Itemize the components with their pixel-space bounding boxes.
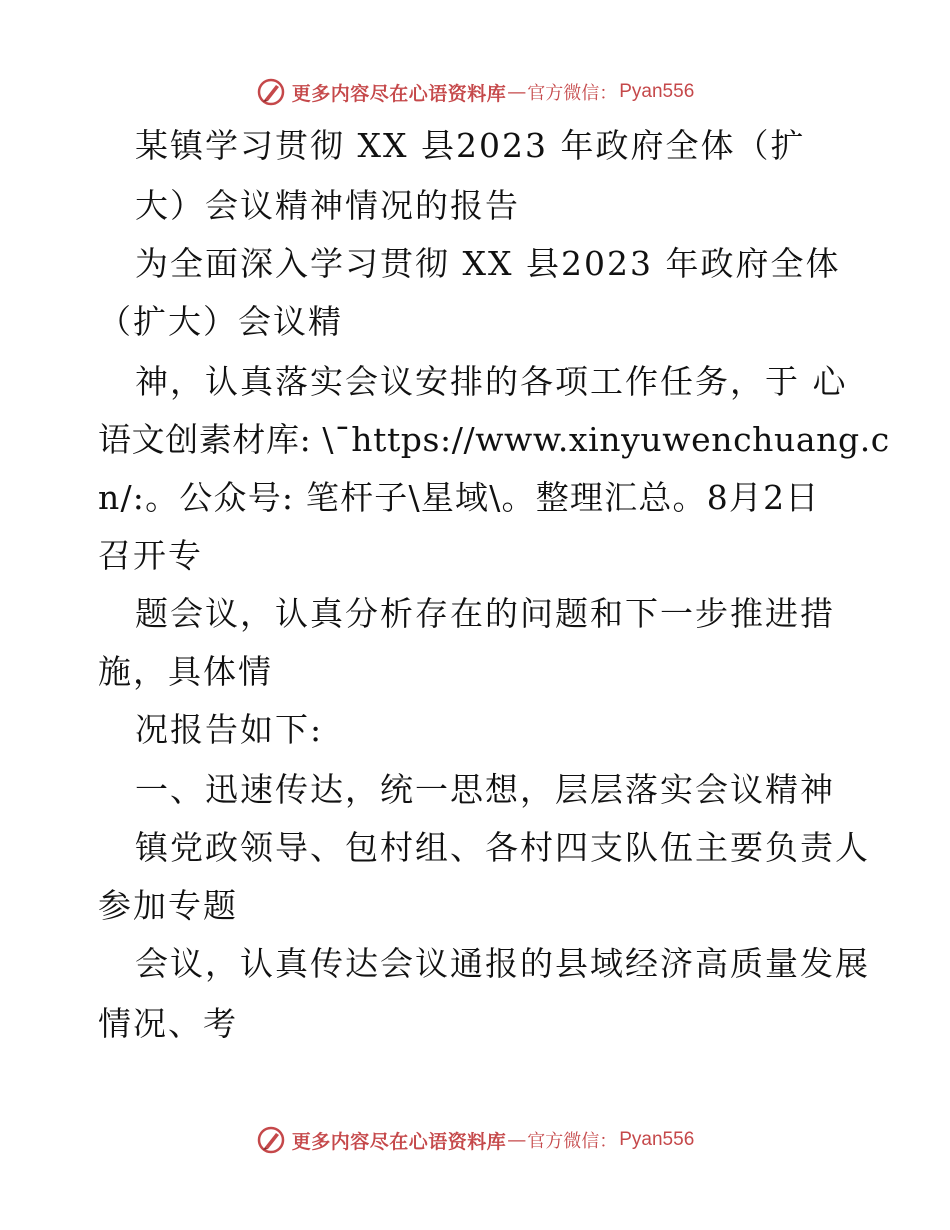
doc-paragraph-line: 会议，认真传达会议通报的县域经济高质量发展 <box>135 944 870 983</box>
watermark-wechat-id: Pyan556 <box>619 1129 695 1150</box>
watermark-main-text: 更多内容尽在心语资料库 <box>291 82 507 105</box>
header-watermark <box>0 72 950 112</box>
doc-paragraph-line: 镇党政领导、包村组、各村四支队伍主要负责人 <box>135 828 870 867</box>
watermark-wechat-id: Pyan556 <box>619 81 695 102</box>
doc-paragraph-line: （扩大）会议精 <box>98 302 343 341</box>
doc-paragraph-line: 参加专题 <box>98 886 238 925</box>
doc-section-heading: 一、迅速传达，统一思想，层层落实会议精神 <box>135 770 835 809</box>
doc-paragraph-line: 神，认真落实会议安排的各项工作任务，于 心 <box>135 362 848 401</box>
doc-paragraph-line: 语文创素材库: \¯https://www.xinyuwenchuang.c <box>98 420 890 459</box>
doc-paragraph-line: n/:。公众号: 笔杆子\星域\。整理汇总。8月2日 <box>98 478 820 517</box>
watermark-main-text: 更多内容尽在心语资料库 <box>291 1130 507 1153</box>
doc-title-line-1: 某镇学习贯彻 XX 县2023 年政府全体（扩 <box>135 126 806 165</box>
footer-watermark <box>0 1120 950 1160</box>
brush-pen-logo-icon <box>256 77 286 107</box>
brush-pen-logo-icon <box>256 1125 286 1155</box>
doc-title-line-2: 大）会议精神情况的报告 <box>135 186 520 225</box>
watermark-separator: — <box>507 1129 527 1151</box>
watermark-wechat-label: 官方微信： <box>527 83 618 104</box>
doc-paragraph-line: 况报告如下: <box>135 710 324 749</box>
doc-paragraph-line: 为全面深入学习贯彻 XX 县2023 年政府全体 <box>135 244 841 283</box>
watermark-separator: — <box>507 81 527 103</box>
doc-paragraph-line: 情况、考 <box>98 1004 238 1043</box>
doc-paragraph-line: 召开专 <box>98 536 203 575</box>
watermark-wechat-label: 官方微信： <box>527 1131 618 1152</box>
doc-paragraph-line: 题会议，认真分析存在的问题和下一步推进措 <box>135 594 835 633</box>
doc-paragraph-line: 施，具体情 <box>98 652 273 691</box>
